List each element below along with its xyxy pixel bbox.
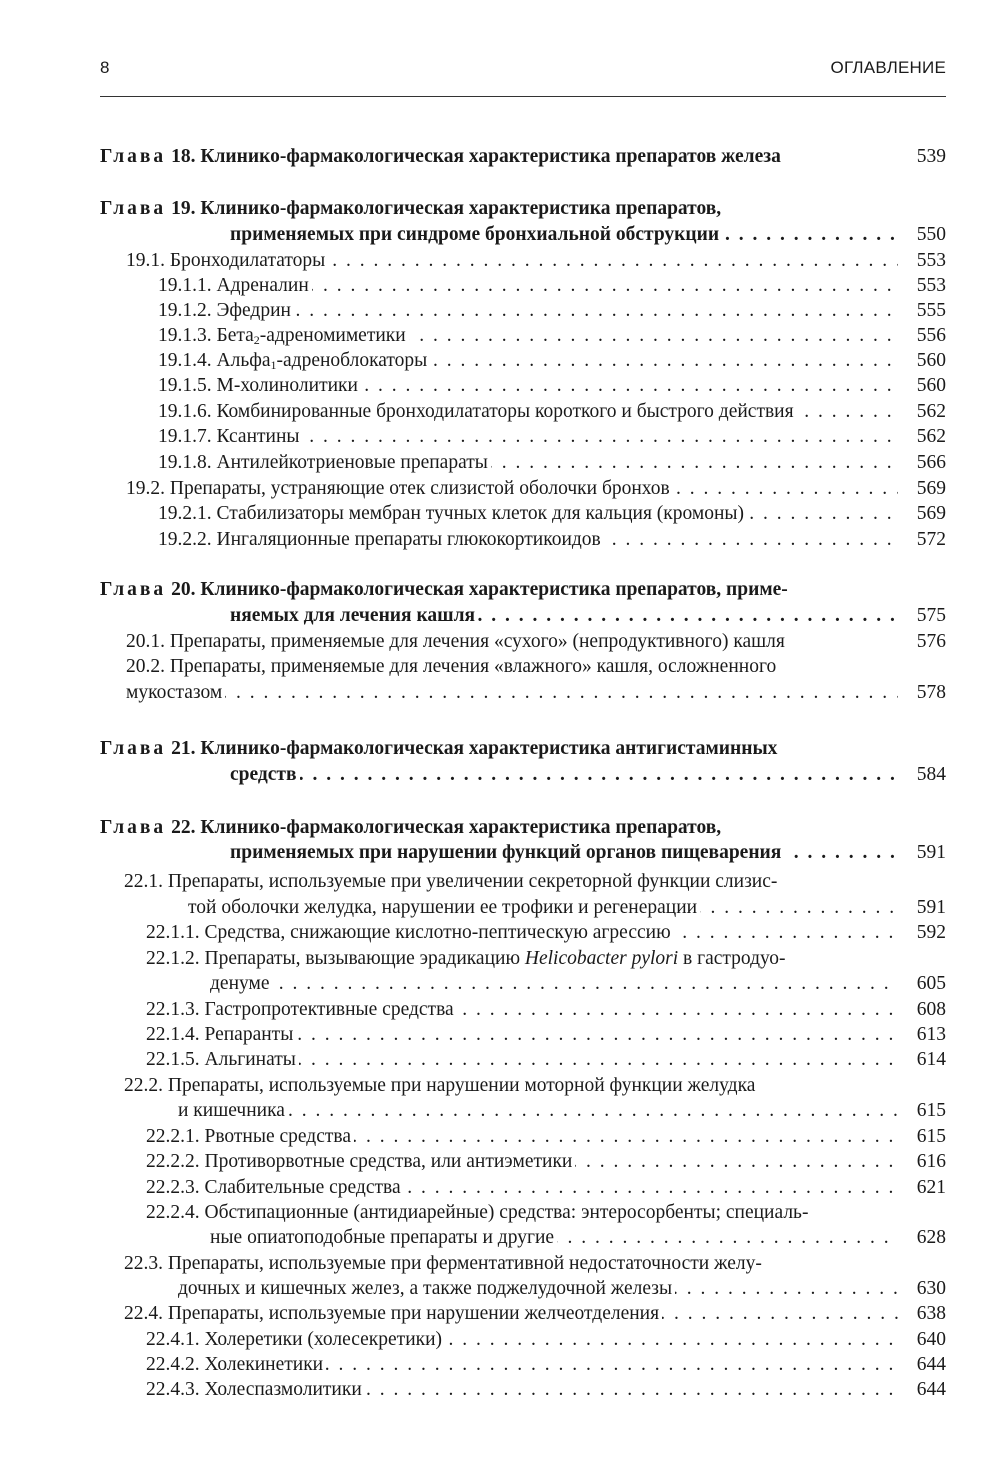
toc-entry-title [124, 1253, 765, 1274]
toc-entry-title [100, 198, 724, 219]
toc-entry-title [146, 999, 457, 1020]
page-ref: 575 [916, 605, 946, 626]
page-ref: 572 [916, 529, 946, 550]
entry-text: 19.1.5. М-холинолитики [158, 375, 358, 396]
toc-entry-title [158, 350, 430, 371]
italic-term: Helicobacter pylori [524, 948, 679, 969]
entry-text: 22.2.1. Рвотные средства [146, 1126, 352, 1147]
toc-chapter-entry [0, 815, 1000, 841]
page-ref: 621 [916, 1177, 946, 1198]
toc-entry [0, 869, 1000, 895]
toc-entry-line [158, 399, 898, 425]
toc-entry [0, 1251, 1000, 1277]
entry-text-before: 19.1.3. Бета [158, 325, 254, 346]
page-ref: 553 [916, 275, 946, 296]
subscript: 1 [270, 358, 277, 372]
toc-entry-line [124, 1301, 898, 1327]
toc-entry [0, 629, 1000, 655]
entry-text: Клинико-фармакологическая характеристика препаратов, [200, 198, 722, 219]
page-ref: 638 [916, 1303, 946, 1324]
toc-entry-title [146, 948, 789, 969]
toc-entry [0, 1377, 1000, 1403]
toc-entry [0, 248, 1000, 274]
toc-entry [0, 1200, 1000, 1226]
page-ref: 608 [916, 999, 946, 1020]
entry-text: 19.1.2. Эфедрин [158, 300, 291, 321]
toc-entry-line [146, 1377, 898, 1403]
toc-entry-title [158, 529, 604, 550]
chapter-number: 19. [171, 198, 196, 219]
toc-entry-line [124, 1073, 898, 1099]
toc-entry [0, 1276, 1000, 1302]
toc-entry-line [178, 1098, 898, 1124]
entry-text: Клинико-фармакологическая характеристика антигистаминных [200, 738, 778, 759]
entry-text: 19.1.8. Антилейкотриеновые препараты [158, 452, 488, 473]
toc-entry [0, 654, 1000, 680]
toc-entry-line [146, 1175, 898, 1201]
entry-text: 19.1.1. Адреналин [158, 275, 309, 296]
toc-entry-title [100, 817, 724, 838]
toc-entry-line [158, 323, 898, 349]
toc-entry-line [124, 1251, 898, 1277]
toc-entry-title [100, 738, 780, 759]
toc-entry-title [158, 275, 312, 296]
entry-text: применяемых при нарушении функций органов пищеварения [230, 842, 782, 863]
toc-entry [0, 323, 1000, 349]
toc-entry [0, 273, 1000, 299]
entry-text: 22.1.1. Средства, снижающие кислотно-пептическую агрессию [146, 922, 671, 943]
page-ref: 630 [916, 1278, 946, 1299]
toc-entry-line [126, 476, 898, 502]
running-title: ОГЛАВЛЕНИЕ [830, 58, 946, 77]
toc-entry [0, 476, 1000, 502]
page-ref: 616 [916, 1151, 946, 1172]
toc-entry-title [158, 426, 303, 447]
page-ref: 562 [916, 401, 946, 422]
page-ref: 569 [916, 503, 946, 524]
toc-entry-line [100, 144, 898, 170]
page-ref: 539 [916, 146, 946, 167]
entry-text: и кишечника [178, 1100, 285, 1121]
page-ref: 556 [916, 325, 946, 346]
page-ref: 628 [916, 1227, 946, 1248]
toc-entry [0, 501, 1000, 527]
toc-entry [0, 1175, 1000, 1201]
toc-entry-line [100, 577, 898, 603]
toc-entry [0, 1073, 1000, 1099]
toc-entry-title [126, 656, 779, 677]
toc-entry-title [230, 842, 784, 863]
entry-text-after: -адреномиметики [259, 325, 406, 346]
entry-text-after: -адреноблокаторы [276, 350, 428, 371]
entry-text: 19.2.1. Стабилизаторы мембран тучных клеток для кальция (кромоны) [158, 503, 745, 524]
page-ref: 566 [916, 452, 946, 473]
toc-entry [0, 222, 1000, 248]
toc-entry [0, 1047, 1000, 1073]
entry-text: 19.2. Препараты, устраняющие отек слизистой оболочки бронхов [126, 478, 670, 499]
chapter-number: 18. [171, 146, 196, 167]
entry-text: мукостазом [126, 682, 223, 703]
subscript: 2 [253, 333, 260, 347]
entry-text: 22.1.4. Репаранты [146, 1024, 294, 1045]
toc-entry-title [158, 401, 797, 422]
toc-entry-title [146, 1379, 365, 1400]
toc-entry [0, 348, 1000, 374]
toc-entry-title [100, 579, 791, 600]
entry-text: няемых для лечения кашля [230, 605, 476, 626]
chapter-word: Глава [100, 579, 167, 600]
page-ref: 560 [916, 350, 946, 371]
page-ref: 640 [916, 1329, 946, 1350]
toc-entry-line [158, 298, 898, 324]
entry-text: 20.2. Препараты, применяемые для лечения «влажного» кашля, осложненного [126, 656, 777, 677]
toc-entry [0, 450, 1000, 476]
entry-text: 22.3. Препараты, используемые при ферментативной недостаточности желу- [124, 1253, 762, 1274]
toc-entry-line [210, 971, 898, 997]
page-ref: 605 [916, 973, 946, 994]
entry-text: 22.4.1. Холеретики (холесекретики) [146, 1329, 443, 1350]
toc-chapter-entry [0, 144, 1000, 170]
page-ref: 591 [916, 842, 946, 863]
toc-entry [0, 603, 1000, 629]
dot-leader [126, 680, 898, 706]
toc-entry-line [100, 196, 898, 222]
toc-entry-line [158, 424, 898, 450]
page-ref: 615 [916, 1100, 946, 1121]
toc-entry [0, 1098, 1000, 1124]
toc-entry [0, 680, 1000, 706]
entry-text: 22.1.3. Гастропротективные средства [146, 999, 454, 1020]
toc-entry-line [158, 501, 898, 527]
toc-entry [0, 762, 1000, 788]
toc-entry-title [146, 1202, 811, 1223]
toc-entry-title [230, 605, 478, 626]
toc-entry [0, 1225, 1000, 1251]
toc-entry [0, 1149, 1000, 1175]
toc-entry-line [210, 1225, 898, 1251]
page-ref: 644 [916, 1354, 946, 1375]
toc-entry-line [230, 840, 898, 866]
toc-entry-line [158, 450, 898, 476]
toc-entry-line [146, 946, 898, 972]
toc-chapter-entry [0, 577, 1000, 603]
entry-text: 22.4.2. Холекинетики [146, 1354, 324, 1375]
page-ref: 584 [916, 764, 946, 785]
toc-entry-line [100, 736, 898, 762]
toc-entry-title [210, 1227, 557, 1248]
entry-text: применяемых при синдроме бронхиальной обструкции [230, 224, 720, 245]
chapter-word: Глава [100, 817, 167, 838]
page-ref: 555 [916, 300, 946, 321]
toc-entry-title [126, 682, 225, 703]
toc-entry-title [188, 897, 700, 918]
dot-leader [230, 762, 898, 788]
header-rule [100, 96, 946, 97]
entry-text: 22.2.2. Противорвотные средства, или антиэметики [146, 1151, 573, 1172]
page-ref: 578 [916, 682, 946, 703]
entry-text: 19.1. Бронходилататоры [126, 250, 326, 271]
toc-entry [0, 1301, 1000, 1327]
toc-entry-title [146, 1024, 296, 1045]
entry-text: 22.4. Препараты, используемые при нарушении желчеотделения [124, 1303, 660, 1324]
toc-entry-title [146, 1126, 354, 1147]
toc-entry-title [124, 1303, 662, 1324]
entry-text: 19.1.6. Комбинированные бронходилататоры короткого и быстрого действия [158, 401, 794, 422]
toc-entry [0, 1022, 1000, 1048]
toc-chapter-entry [0, 196, 1000, 222]
entry-text-before: 22.1.2. Препараты, вызывающие эрадикацию [146, 948, 525, 969]
page-ref: 569 [916, 478, 946, 499]
page-ref: 592 [916, 922, 946, 943]
toc-entry-title [158, 300, 294, 321]
toc-entry-line [146, 1149, 898, 1175]
toc-entry-line [230, 603, 898, 629]
page-ref: 562 [916, 426, 946, 447]
toc-entry-line [146, 1124, 898, 1150]
toc-entry-title [126, 478, 673, 499]
entry-text: средств [230, 764, 297, 785]
toc-entry-title [230, 764, 300, 785]
toc-entry-title [146, 922, 674, 943]
toc-entry [0, 1124, 1000, 1150]
toc-entry-line [230, 222, 898, 248]
toc-entry-line [178, 1276, 898, 1302]
toc-entry-line [158, 527, 898, 553]
toc-entry-line [146, 1327, 898, 1353]
toc-entry-line [126, 680, 898, 706]
chapter-number: 20. [171, 579, 196, 600]
toc-entry-title [124, 871, 780, 892]
toc-entry-line [146, 997, 898, 1023]
toc-entry-title [126, 631, 788, 652]
toc-entry-title [126, 250, 328, 271]
page-ref: 550 [916, 224, 946, 245]
toc-entry-line [146, 1047, 898, 1073]
toc-entry-line [158, 348, 898, 374]
toc-entry-title [210, 973, 273, 994]
toc-entry-line [230, 762, 898, 788]
entry-text: 19.2.2. Ингаляционные препараты глюкокортикоидов [158, 529, 601, 550]
page-ref: 613 [916, 1024, 946, 1045]
toc-entry [0, 946, 1000, 972]
page-ref: 615 [916, 1126, 946, 1147]
toc-entry [0, 1352, 1000, 1378]
toc-entry [0, 840, 1000, 866]
entry-text: той оболочки желудка, нарушении ее трофики и регенерации [188, 897, 698, 918]
toc-entry-line [146, 1022, 898, 1048]
toc-entry-title [158, 503, 747, 524]
entry-text: 20.1. Препараты, применяемые для лечения «сухого» (непродуктивного) кашля [126, 631, 785, 652]
chapter-word: Глава [100, 146, 167, 167]
entry-text: ные опиатоподобные препараты и другие [210, 1227, 555, 1248]
chapter-number: 22. [171, 817, 196, 838]
toc-entry-line [146, 1200, 898, 1226]
entry-text-before: 19.1.4. Альфа [158, 350, 271, 371]
entry-text: 22.4.3. Холеспазмолитики [146, 1379, 362, 1400]
toc-entry-title [124, 1075, 758, 1096]
entry-text: 22.1. Препараты, используемые при увеличении секреторной функции слизис- [124, 871, 778, 892]
toc-entry-title [230, 224, 722, 245]
toc-entry-line [146, 1352, 898, 1378]
page-ref: 560 [916, 375, 946, 396]
toc-entry [0, 424, 1000, 450]
running-header [100, 58, 946, 82]
toc-entry-title [100, 146, 784, 167]
entry-text-after: в гастродуо- [678, 948, 786, 969]
toc-entry [0, 527, 1000, 553]
entry-text: 22.2. Препараты, используемые при нарушении моторной функции желудка [124, 1075, 756, 1096]
toc-entry [0, 971, 1000, 997]
toc-entry-title [146, 1177, 404, 1198]
page-ref: 644 [916, 1379, 946, 1400]
toc-entry-line [124, 869, 898, 895]
toc-entry-line [188, 895, 898, 921]
toc-chapter-entry [0, 736, 1000, 762]
entry-text: 22.2.3. Слабительные средства [146, 1177, 401, 1198]
entry-text: дочных и кишечных желез, а также поджелудочной железы [178, 1278, 673, 1299]
toc-entry-title [158, 325, 409, 346]
page-ref: 591 [916, 897, 946, 918]
toc-entry-line [126, 654, 898, 680]
page-ref: 576 [916, 631, 946, 652]
chapter-word: Глава [100, 738, 167, 759]
entry-text: 19.1.7. Ксантины [158, 426, 300, 447]
toc-entry-line [126, 248, 898, 274]
toc-entry-title [146, 1049, 299, 1070]
page-ref: 553 [916, 250, 946, 271]
toc-entry-title [158, 375, 361, 396]
toc-entry [0, 920, 1000, 946]
toc-entry-title [146, 1329, 445, 1350]
entry-text: 22.1.5. Альгинаты [146, 1049, 296, 1070]
entry-text: 22.2.4. Обстипационные (антидиарейные) средства: энтеросорбенты; специаль- [146, 1202, 809, 1223]
toc-entry [0, 399, 1000, 425]
toc-entry-title [146, 1354, 326, 1375]
chapter-number: 21. [171, 738, 196, 759]
dot-leader [210, 971, 898, 997]
toc-entry [0, 997, 1000, 1023]
toc-entry-title [146, 1151, 575, 1172]
toc-entry [0, 373, 1000, 399]
toc-entry-title [158, 452, 491, 473]
toc-entry-line [100, 815, 898, 841]
toc-entry-line [158, 373, 898, 399]
toc-entry-title [178, 1278, 675, 1299]
page-ref: 614 [916, 1049, 946, 1070]
toc-entry-line [146, 920, 898, 946]
entry-text: Клинико-фармакологическая характеристика препаратов железа [200, 146, 781, 167]
toc-entry-title [178, 1100, 288, 1121]
entry-text: Клинико-фармакологическая характеристика препаратов, приме- [200, 579, 788, 600]
entry-text: Клинико-фармакологическая характеристика препаратов, [200, 817, 722, 838]
toc-entry [0, 298, 1000, 324]
toc-entry-line [158, 273, 898, 299]
page-number: 8 [100, 58, 110, 77]
chapter-word: Глава [100, 198, 167, 219]
entry-text: денуме [210, 973, 270, 994]
toc-entry [0, 895, 1000, 921]
toc-entry [0, 1327, 1000, 1353]
toc-entry-line [126, 629, 900, 655]
